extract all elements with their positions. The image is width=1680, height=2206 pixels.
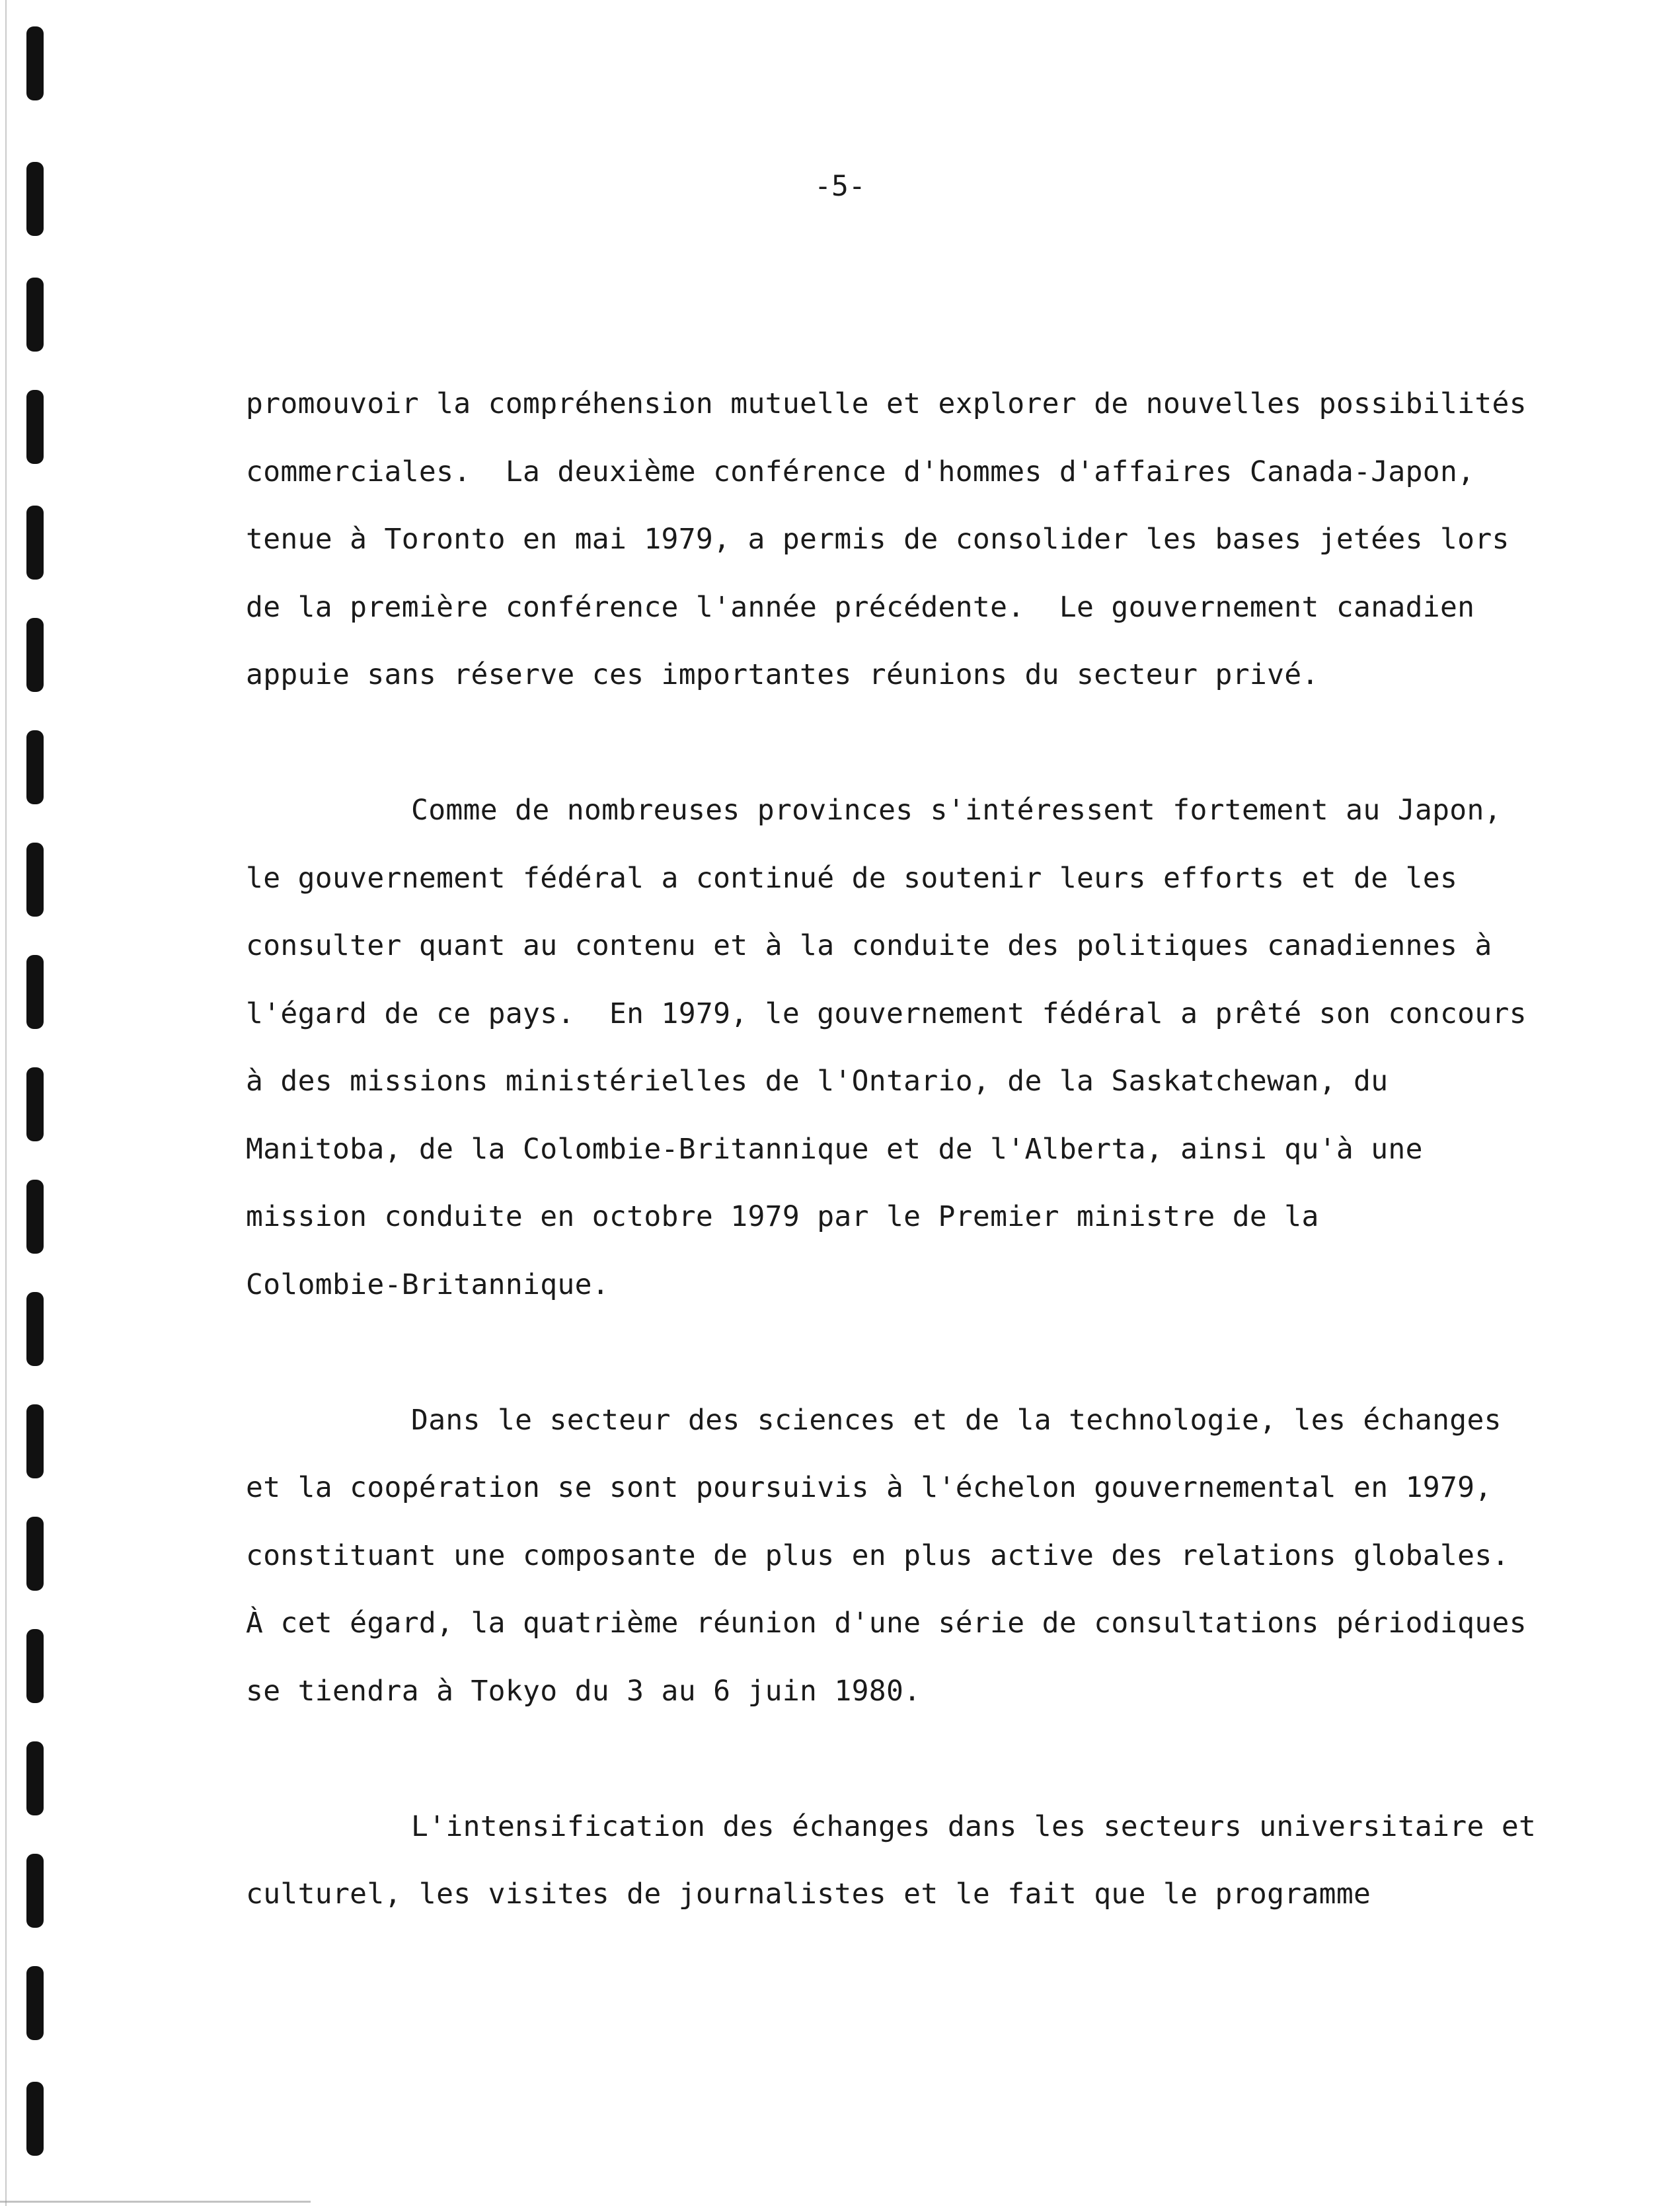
paragraph-4 xyxy=(246,1793,1537,1928)
perforation-mark xyxy=(26,26,44,100)
paragraph-3 xyxy=(246,1387,1527,1726)
text-line: promouvoir la compréhension mutuelle et explorer de nouvelles possibilités xyxy=(246,387,1527,420)
text-line: appuie sans réserve ces importantes réunions du secteur privé. xyxy=(246,658,1319,691)
perforation-mark xyxy=(26,1517,44,1591)
paragraph-2 xyxy=(246,777,1527,1318)
text-line: le gouvernement fédéral a continué de soutenir leurs efforts et de les xyxy=(246,861,1458,895)
paragraph-spacer xyxy=(246,709,1515,777)
text-line: de la première conférence l'année précédente. Le gouvernement canadien xyxy=(246,590,1475,624)
text-line: à des missions ministérielles de l'Ontario, de la Saskatchewan, du xyxy=(246,1065,1389,1098)
paragraph-spacer xyxy=(246,1725,1515,1793)
perforation-mark xyxy=(26,1292,44,1366)
text-line: Colombie-Britannique. xyxy=(246,1268,609,1301)
perforation-mark xyxy=(26,955,44,1029)
text-line: L'intensification des échanges dans les secteurs universitaire et xyxy=(411,1809,1537,1843)
paper-edge-line xyxy=(5,0,7,2206)
paragraph-spacer xyxy=(246,1318,1515,1387)
text-line: et la coopération se sont poursuivis à l'échelon gouvernemental en 1979, xyxy=(246,1471,1492,1504)
perforation-mark xyxy=(26,1854,44,1928)
paragraph-1 xyxy=(246,370,1527,709)
text-line: culturel, les visites de journalistes et le fait que le programme xyxy=(246,1878,1371,1911)
text-line: tenue à Toronto en mai 1979, a permis de consolider les bases jetées lors xyxy=(246,523,1509,556)
perforation-mark xyxy=(26,278,44,352)
perforation-mark xyxy=(26,1741,44,1815)
body-text xyxy=(246,370,1537,1928)
perforation-mark xyxy=(26,1180,44,1254)
text-line: constituant une composante de plus en plus active des relations globales. xyxy=(246,1539,1509,1572)
text-line: commerciales. La deuxième conférence d'hommes d'affaires Canada-Japon, xyxy=(246,455,1475,488)
perforation-mark xyxy=(26,1067,44,1141)
perforation-mark xyxy=(26,1629,44,1703)
perforation-mark xyxy=(26,618,44,692)
text-line: À cet égard, la quatrième réunion d'une série de consultations périodiques xyxy=(246,1607,1527,1640)
text-line: Comme de nombreuses provinces s'intéressent fortement au Japon, xyxy=(411,794,1502,827)
text-line: consulter quant au contenu et à la conduite des politiques canadiennes à xyxy=(246,929,1492,962)
text-line: Dans le secteur des sciences et de la technologie, les échanges xyxy=(411,1403,1502,1437)
text-line: se tiendra à Tokyo du 3 au 6 juin 1980. xyxy=(246,1674,921,1708)
perforation-mark xyxy=(26,843,44,917)
text-line: l'égard de ce pays. En 1979, le gouvernement fédéral a prêté son concours xyxy=(246,997,1527,1030)
perforation-mark xyxy=(26,2082,44,2156)
perforation-mark xyxy=(26,506,44,580)
perforation-strip xyxy=(0,0,59,2206)
perforation-mark xyxy=(26,730,44,804)
text-line: Manitoba, de la Colombie-Britannique et de l'Alberta, ainsi qu'à une xyxy=(246,1132,1423,1166)
page-number: -5- xyxy=(814,170,866,203)
perforation-mark xyxy=(26,390,44,464)
bottom-edge-line xyxy=(0,2201,311,2203)
perforation-mark xyxy=(26,1966,44,2040)
text-line: mission conduite en octobre 1979 par le Premier ministre de la xyxy=(246,1200,1319,1233)
perforation-mark xyxy=(26,1404,44,1478)
